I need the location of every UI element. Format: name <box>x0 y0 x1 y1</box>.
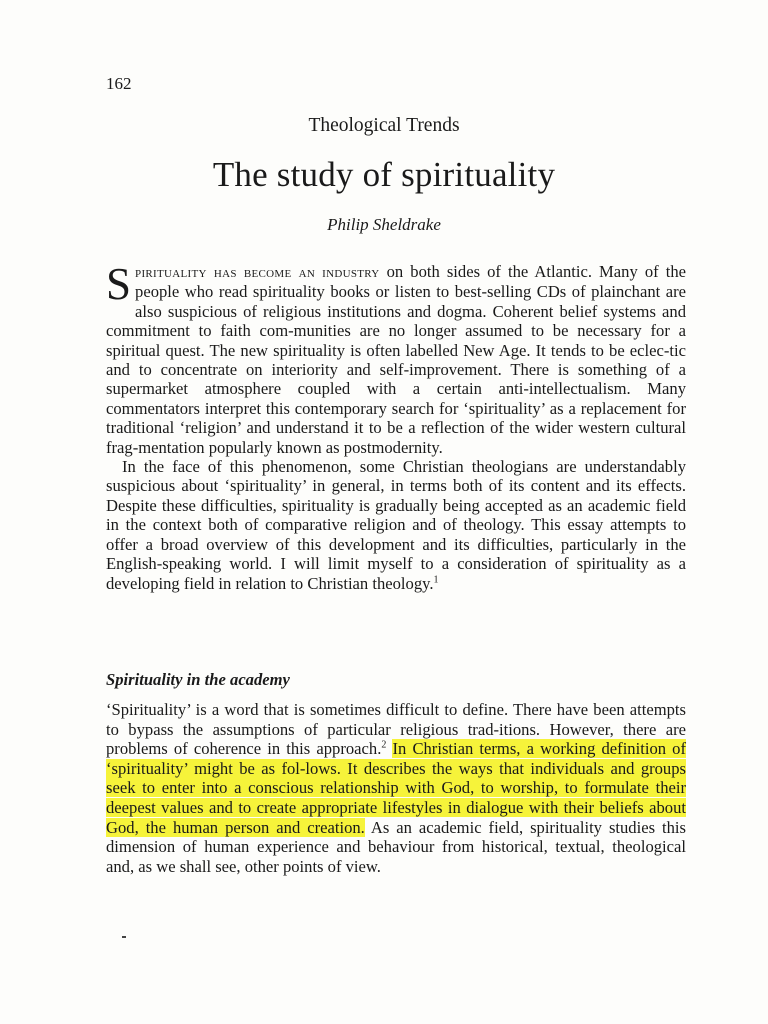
intro-smallcaps: pirituality has become an industry <box>135 264 380 281</box>
footnote-ref-1: 1 <box>433 573 439 585</box>
section-paragraph-1 <box>106 700 686 876</box>
section-body <box>106 700 686 876</box>
scan-mark <box>122 936 126 938</box>
highlighted-definition: In Christian terms, a working definition of ‘spirituality’ might be as fol-lows. It describes the ways that individuals and groups seek to enter into a conscious relationship with God, to worship, to formulate their deepest values and to create appropriate lifestyles in dialogue with their beliefs about God, the human person and creation. <box>106 739 686 837</box>
article-title: The study of spirituality <box>212 155 556 194</box>
intro-paragraph-1 <box>106 259 686 457</box>
section-heading: Theological Trends <box>308 115 460 136</box>
page-number: 162 <box>106 74 132 93</box>
footnote-ref-2: 2 <box>381 739 387 751</box>
intro-paragraph-2 <box>106 457 686 593</box>
subsection-heading: Spirituality in the academy <box>106 670 290 689</box>
intro-body <box>106 259 686 593</box>
intro-paragraph-2-text: In the face of this phenomenon, some Christian theologians are understandably suspicious about ‘spirituality’ in general, in terms both of its content and its effects. Despite these difficulties, spirituality is gradually being accepted as an academic field in the context both of comparative religion and of theology. This essay attempts to offer a broad overview of this development and its difficulties, particularly in the English-speaking world. I will limit myself to a consideration of spirituality as a developing field in relation to Christian theology. <box>106 457 686 593</box>
intro-paragraph-1-text: on both sides of the Atlantic. Many of the people who read spirituality books or listen to best-selling CDs of plainchant are also suspicious of religious institutions and dogma. Coherent belief systems and commitment to faith com-munities are no longer assumed to be necessary for a spiritual quest. The new spirituality is often labelled New Age. It tends to be eclec-tic and to concentrate on interiority and self-improvement. There is something of a supermarket atmosphere coupled with a certain anti-intellectualism. Many commentators interpret this contemporary search for ‘spirituality’ as a replacement for traditional ‘religion’ and understand it to be a reflection of the wider western cultural frag-mentation popularly known as postmodernity. <box>106 262 686 457</box>
section-paragraph-1-start: ‘Spirituality’ is a word that is sometimes difficult to define. There have been attempts to bypass the assumptions of particular religious trad-itions. However, there are problems of coherence in this approach. <box>106 700 686 759</box>
section-paragraph-1-end: As an academic field, spirituality studies this dimension of human experience and behaviour from historical, textual, theological and, as we shall see, other points of view. <box>106 817 686 876</box>
author-name: Philip Sheldrake <box>327 215 441 234</box>
drop-cap: S <box>106 259 132 309</box>
